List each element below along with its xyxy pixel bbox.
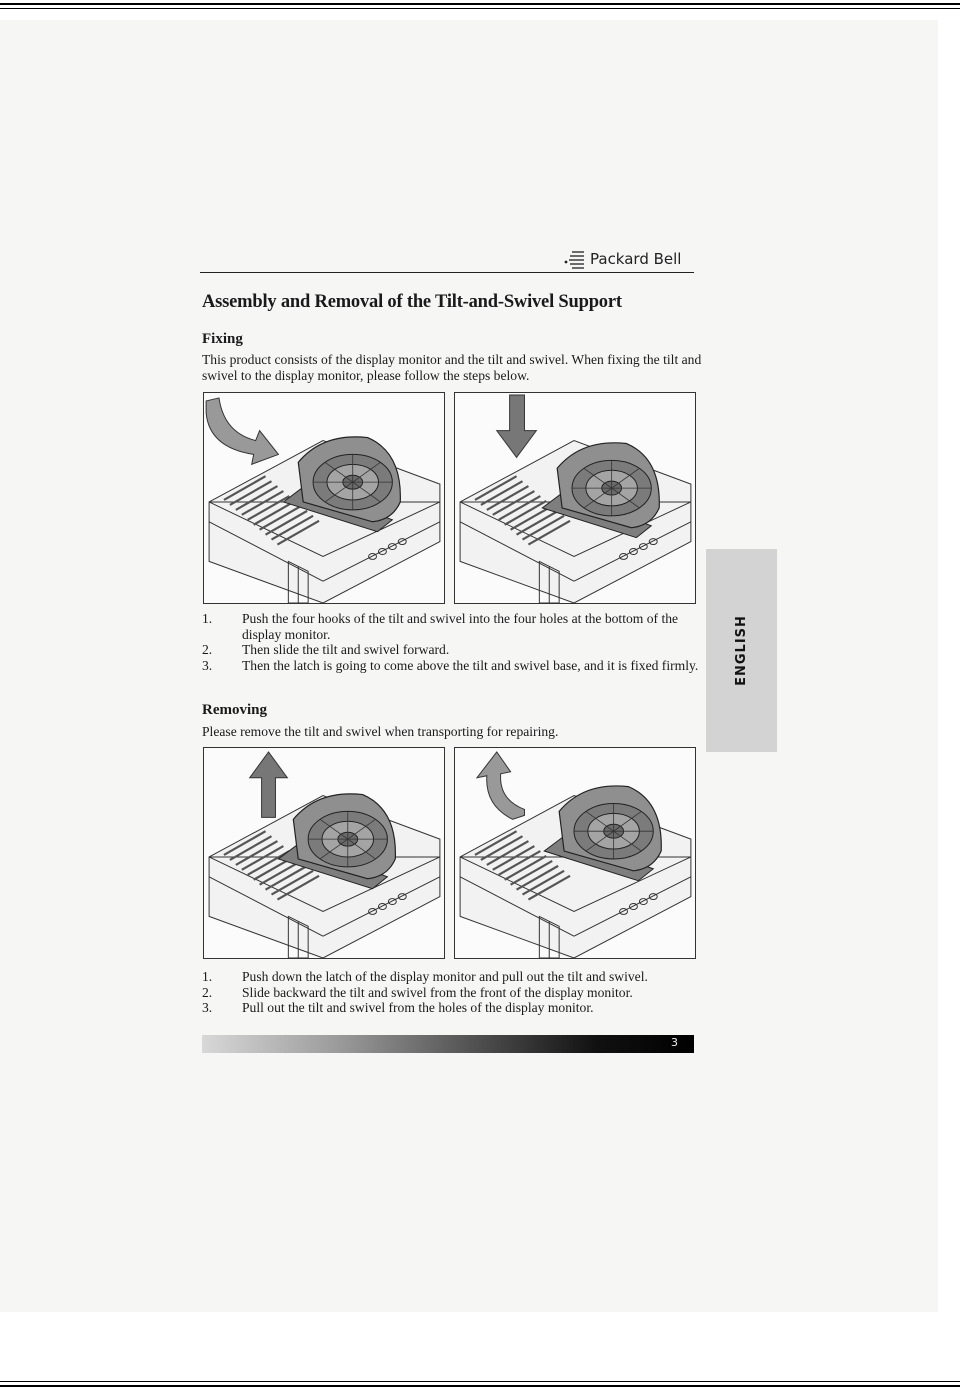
brand-logo: [562, 248, 681, 270]
removing-heading: Removing: [202, 702, 267, 718]
removing-intro: Please remove the tilt and swivel when transporting for repairing.: [202, 724, 559, 739]
fixing-illustration-1: [203, 392, 445, 604]
removing-diagram-up-arrow: [204, 748, 444, 958]
fixing-intro: This product consists of the display monitor and the tilt and swivel. When fixing the tilt and swivel to the display monitor, please follow the steps below.: [202, 352, 702, 383]
list-item: 2. Slide backward the tilt and swivel from the front of the display monitor.: [202, 984, 633, 1000]
bottom-border-rule-outer: [0, 1385, 960, 1387]
list-item: 1. Push the four hooks of the tilt and swivel into the four holes at the bottom of the display monitor.: [202, 611, 679, 642]
list-item: 2. Then slide the tilt and swivel forward.: [202, 642, 450, 657]
language-tab-label: ENGLISH: [733, 615, 749, 686]
fixing-illustration-2: [454, 392, 696, 604]
fixing-diagram-curved-arrow: [204, 393, 444, 603]
fixing-steps: [202, 611, 702, 673]
header-divider: [200, 272, 694, 273]
removing-diagram-curved-arrow: [455, 748, 695, 958]
fixing-diagram-down-arrow: [455, 393, 695, 603]
packard-bell-logo-icon: [562, 248, 586, 270]
removing-illustration-1: [203, 747, 445, 959]
bottom-border-rule: [0, 1381, 960, 1382]
list-item: 3. Pull out the tilt and swivel from the holes of the display monitor.: [202, 1000, 594, 1015]
page-number: 3: [671, 1036, 678, 1049]
top-border-rule-inner: [0, 8, 960, 9]
top-border-rule: [0, 3, 960, 5]
brand-name: Packard Bell: [590, 250, 682, 268]
page-title: Assembly and Removal of the Tilt-and-Swivel Support: [202, 292, 622, 312]
removing-steps: [202, 969, 702, 1016]
language-tab: [706, 549, 777, 752]
fixing-heading: Fixing: [202, 331, 243, 347]
list-item: 3. Then the latch is going to come above the tilt and swivel base, and it is fixed firmly.: [202, 657, 699, 673]
footer-bar: [202, 1035, 694, 1053]
list-item: 1. Push down the latch of the display monitor and pull out the tilt and swivel.: [202, 969, 648, 984]
removing-illustration-2: [454, 747, 696, 959]
